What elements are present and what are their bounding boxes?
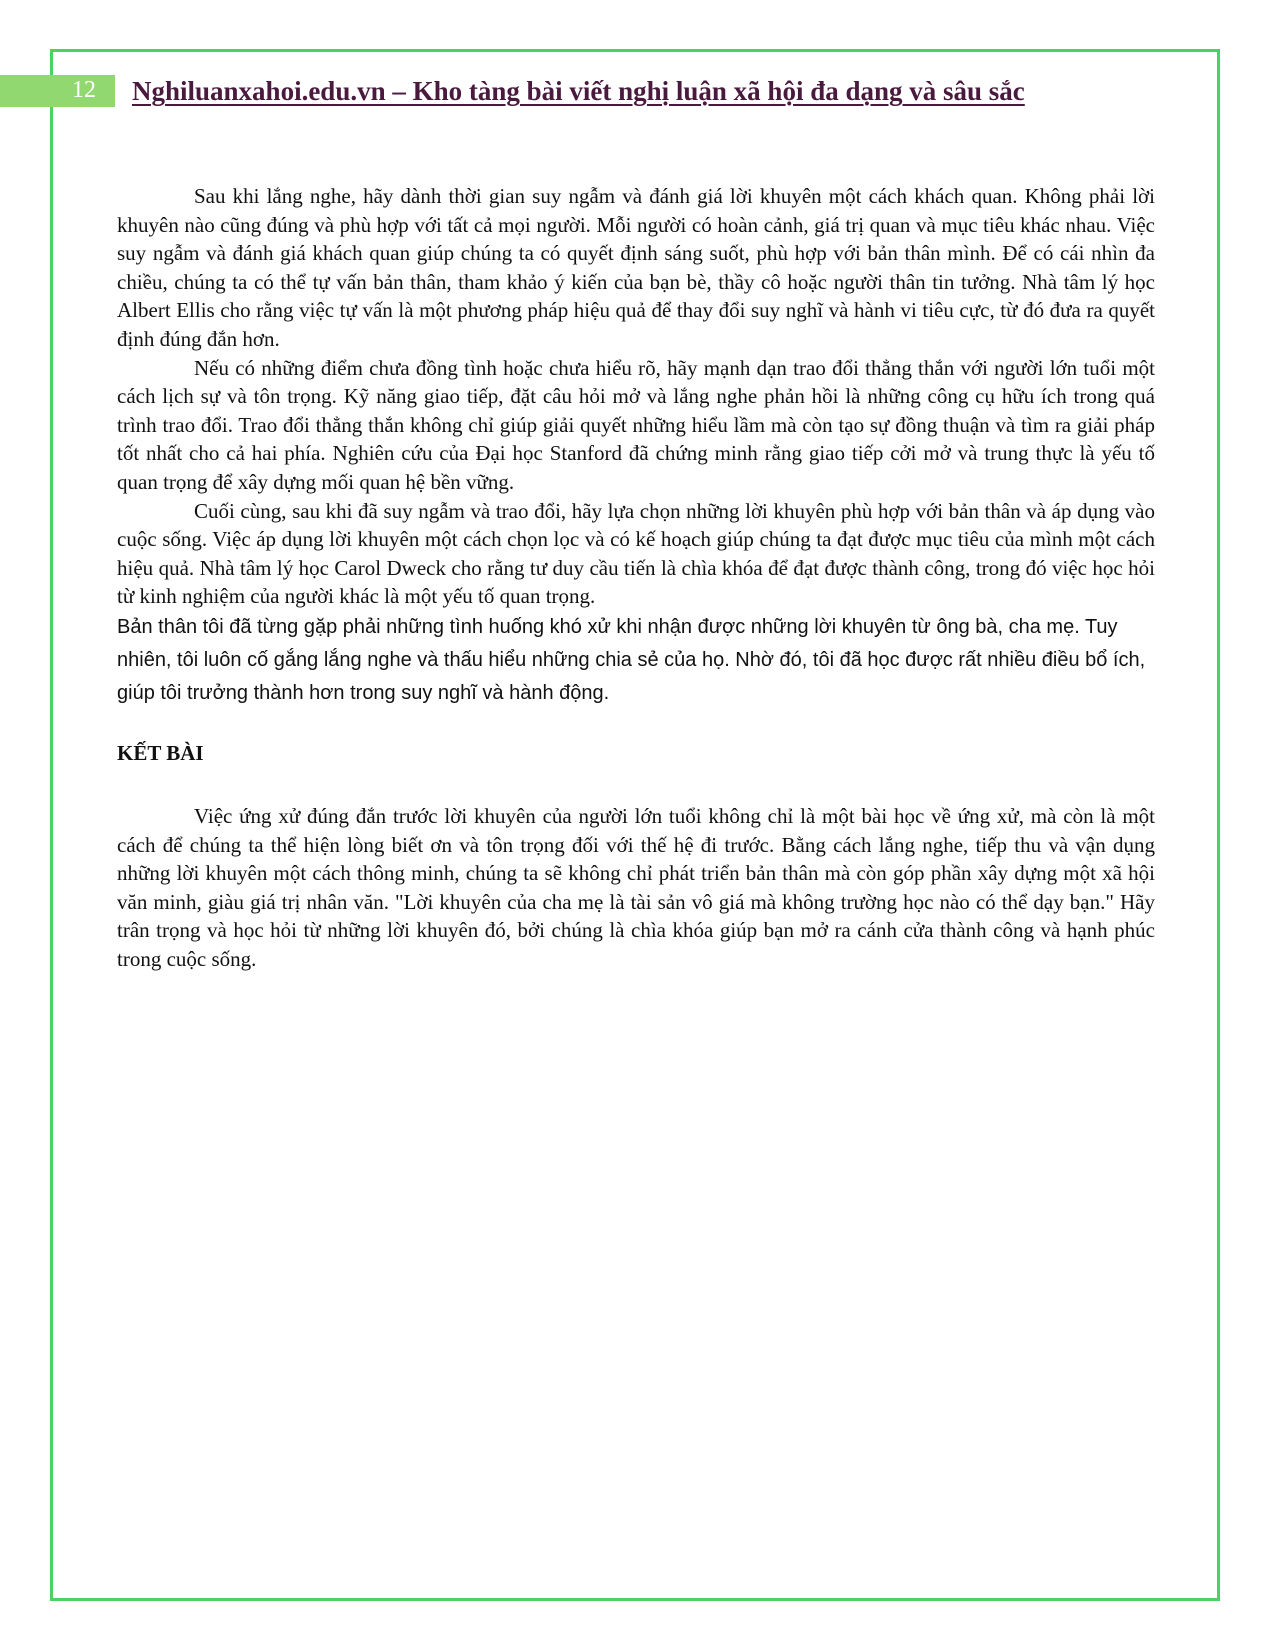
conclusion-paragraph: Việc ứng xử đúng đắn trước lời khuyên của người lớn tuổi không chỉ là một bài học về ứng xử, mà còn là một cách để chúng ta thể hiện lòng biết ơn và tôn trọng đối với thế hệ đi trước. Bằng cách lắng nghe, tiếp thu và vận dụng những lời khuyên một cách thông minh, chúng ta sẽ không chỉ phát triển bản thân mà còn góp phần xây dựng một xã hội văn minh, giàu giá trị nhân văn. "Lời khuyên của cha mẹ là tài sản vô giá mà không trường học nào có thể dạy bạn." Hãy trân trọng và học hỏi từ những lời khuyên đó, bởi chúng là chìa khóa giúp bạn mở ra cánh cửa thành công và hạnh phúc trong cuộc sống. (117, 803, 1155, 971)
header-title-link[interactable]: Nghiluanxahoi.edu.vn – Kho tàng bài viết nghị luận xã hội đa dạng và sâu sắc (132, 76, 1025, 106)
body-paragraph-3: Cuối cùng, sau khi đã suy ngẫm và trao đổi, hãy lựa chọn những lời khuyên phù hợp với bản thân và áp dụng vào cuộc sống. Việc áp dụng lời khuyên một cách chọn lọc và có kế hoạch giúp chúng ta đạt được mục tiêu của mình một cách hiệu quả. Nhà tâm lý học Carol Dweck cho rằng tư duy cầu tiến là chìa khóa để đạt được thành công, trong đó việc học hỏi từ kinh nghiệm của người khác là một yếu tố quan trọng. (117, 498, 1155, 609)
personal-paragraph: Bản thân tôi đã từng gặp phải những tình huống khó xử khi nhận được những lời khuyên từ ông bà, cha mẹ. Tuy nhiên, tôi luôn cố gắng lắng nghe và thấu hiểu những chia sẻ của họ. Nhờ đó, tôi đã học được rất nhiều điều bổ ích, giúp tôi trưởng thành hơn trong suy nghĩ và hành động. (117, 615, 1146, 704)
document-body (117, 182, 1155, 973)
page-number-tab (0, 75, 115, 107)
page-number: 12 (72, 77, 96, 103)
conclusion-heading: KẾT BÀI (117, 740, 204, 765)
body-paragraph-1: Sau khi lắng nghe, hãy dành thời gian suy ngẫm và đánh giá lời khuyên một cách khách quan. Không phải lời khuyên nào cũng đúng và phù hợp với tất cả mọi người. Mỗi người có hoàn cảnh, giá trị quan và mục tiêu khác nhau. Việc suy ngẫm và đánh giá khách quan giúp chúng ta có quyết định sáng suốt, phù hợp với bản thân mình. Để có cái nhìn đa chiều, chúng ta có thể tự vấn bản thân, tham khảo ý kiến của bạn bè, thầy cô hoặc người thân tin tưởng. Nhà tâm lý học Albert Ellis cho rằng việc tự vấn là một phương pháp hiệu quả để thay đổi suy nghĩ và hành vi tiêu cực, từ đó đưa ra quyết định đúng đắn hơn. (117, 184, 1155, 351)
body-paragraph-2: Nếu có những điểm chưa đồng tình hoặc chưa hiểu rõ, hãy mạnh dạn trao đổi thẳng thắn với người lớn tuổi một cách lịch sự và tôn trọng. Kỹ năng giao tiếp, đặt câu hỏi mở và lắng nghe phản hồi là những công cụ hữu ích trong quá trình trao đổi. Trao đổi thẳng thắn không chỉ giúp giải quyết những hiểu lầm mà còn tạo sự đồng thuận và tìm ra giải pháp tốt nhất cho cả hai phía. Nghiên cứu của Đại học Stanford đã chứng minh rằng giao tiếp cởi mở và trung thực là yếu tố quan trọng để xây dựng mối quan hệ bền vững. (117, 355, 1155, 494)
